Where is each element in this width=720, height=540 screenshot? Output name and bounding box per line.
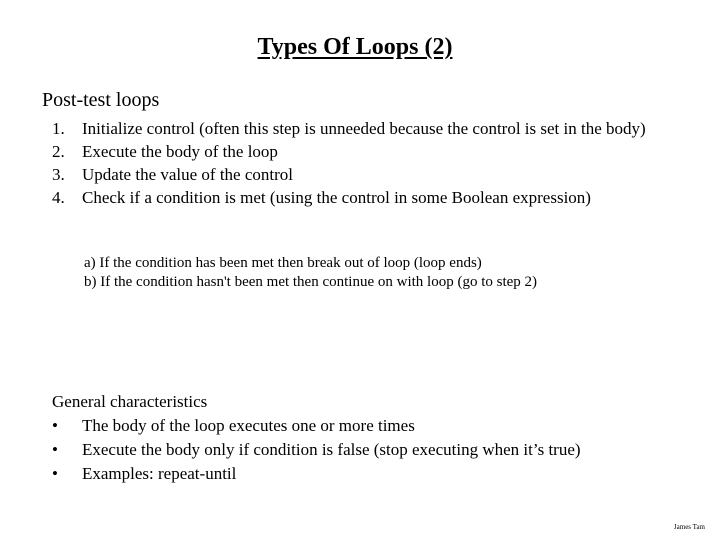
general-heading: General characteristics (52, 392, 208, 411)
bullet-item (52, 438, 692, 462)
bullet-text: Examples: repeat-until (82, 464, 237, 483)
step-number: 2. (52, 142, 65, 161)
general-section (52, 390, 692, 486)
author-footer: James Tam (673, 523, 705, 531)
bullet-icon: • (52, 464, 58, 483)
step-text: Check if a condition is met (using the control in some Boolean expression) (82, 188, 591, 207)
bullet-icon: • (52, 440, 58, 459)
bullet-icon: • (52, 416, 58, 435)
step-number: 1. (52, 119, 65, 138)
bullet-text: Execute the body only if condition is false (stop executing when it’s true) (82, 440, 581, 459)
step-text: Initialize control (often this step is unneeded because the control is set in the body) (82, 119, 646, 138)
step-item (52, 140, 682, 163)
bullet-item (52, 462, 692, 486)
substep-item: a) If the condition has been met then break out of loop (loop ends) (84, 255, 482, 271)
step-item (52, 186, 682, 209)
step-item (52, 163, 682, 186)
slide-title: Types Of Loops (2) (257, 34, 453, 60)
step-number: 3. (52, 165, 65, 184)
substep-item: b) If the condition hasn't been met then continue on with loop (go to step 2) (84, 274, 538, 290)
step-number: 4. (52, 188, 65, 207)
step-item (52, 117, 682, 140)
steps-list (52, 117, 682, 209)
step-text: Execute the body of the loop (82, 142, 278, 161)
substeps-list (84, 254, 684, 292)
bullet-item (52, 414, 692, 438)
bullet-text: The body of the loop executes one or more times (82, 416, 415, 435)
post-test-heading: Post-test loops (42, 89, 160, 111)
step-text: Update the value of the control (82, 165, 294, 184)
